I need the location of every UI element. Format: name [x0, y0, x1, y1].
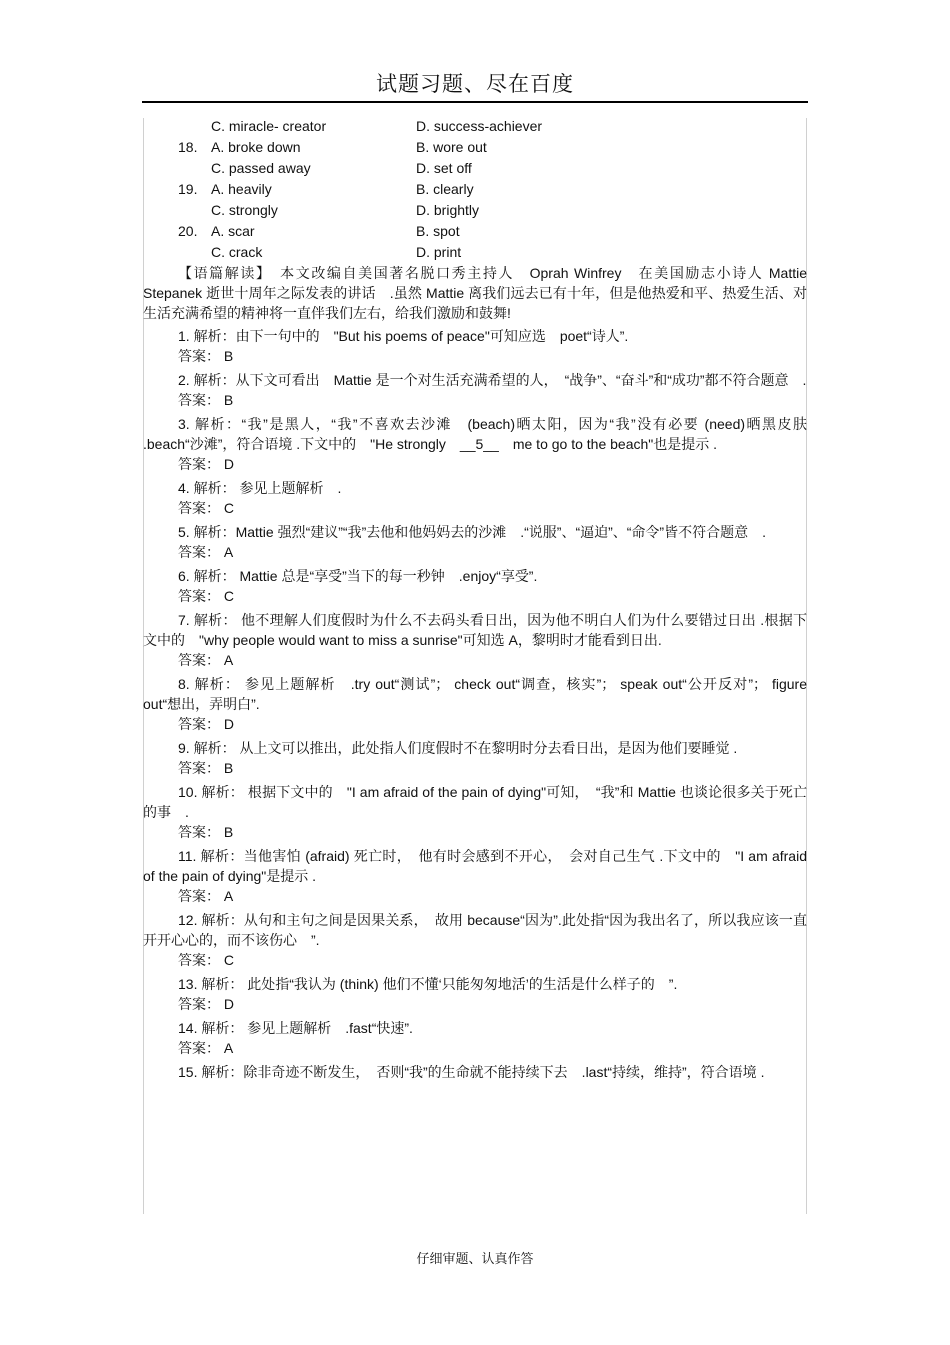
explanation-item: 2. 解析：从下文可看出 Mattie 是一个对生活充满希望的人， “战争”、“奋斗”和“成功”都不符合题意 . — [178, 372, 807, 388]
option-a: C. strongly — [211, 202, 278, 218]
option-b: D. success-achiever — [416, 118, 543, 134]
option-b: D. print — [416, 244, 462, 260]
passage-intro: 【语篇解读】 本文改编自美国著名脱口秀主持人 Oprah Winfrey 在美国励志小诗人 Mattie Stepanek 逝世十周年之际发表的讲话 .虽然 Mattie 离我们远去已有十年，但是他热爱和平、热爱生活、对生活充满希望的精神将一直伴我们左右，给我们激励和鼓舞! — [143, 265, 807, 321]
option-b: B. spot — [416, 223, 460, 239]
answer-line: 答案： B — [178, 824, 234, 840]
explanation-item: 10. 解析： 根据下文中的 "I am afraid of the pain of dying"可知， “我”和 Mattie 也谈论很多关于死亡的事 . — [143, 784, 807, 820]
explanation-item: 4. 解析： 参见上题解析 . — [178, 480, 342, 496]
page-footer: 仔细审题、认真作答 — [416, 1251, 534, 1266]
answer-line: 答案： A — [178, 544, 234, 560]
explanation-item: 15. 解析：除非奇迹不断发生， 否则“我”的生命就不能持续下去 .last“持续，维持”，符合语境 . — [178, 1064, 765, 1080]
option-row — [143, 179, 807, 200]
answer-line: 答案： D — [178, 456, 234, 472]
question-number: 20. — [178, 223, 198, 239]
explanation-item: 13. 解析： 此处指“我认为 (think) 他们不懂‘只能匆匆地活’的生活是什么样子的 ”. — [178, 976, 678, 992]
explanation-item: 9. 解析： 从上文可以推出，此处指人们度假时不在黎明时分去看日出，是因为他们要睡觉 . — [178, 740, 738, 756]
option-b: D. brightly — [416, 202, 480, 218]
answer-explanations — [143, 326, 807, 1082]
answer-line: 答案： C — [178, 500, 234, 516]
answer-line: 答案： B — [178, 760, 234, 776]
answer-line: 答案： B — [178, 392, 234, 408]
explanation-item: 1. 解析：由下一句中的 "But his poems of peace"可知应选 poet“诗人”. — [178, 328, 629, 344]
explanation-item: 3. 解析：“我”是黑人，“我”不喜欢去沙滩 (beach)晒太阳，因为“我”没有必要 (need)晒黑皮肤 .beach“沙滩”，符合语境 .下文中的 "He strongly __5__ me to go to the beach"也是提示 . — [143, 416, 807, 452]
option-b: B. wore out — [416, 139, 487, 155]
explanation-item: 14. 解析： 参见上题解析 .fast“快速”. — [178, 1020, 413, 1036]
answer-line: 答案： C — [178, 588, 234, 604]
answer-line: 答案： C — [178, 952, 234, 968]
explanation-item: 11. 解析：当他害怕 (afraid) 死亡时， 他有时会感到不开心， 会对自己生气 .下文中的 "I am afraid of the pain of dying"是提示 . — [143, 848, 807, 884]
answer-line: 答案： B — [178, 348, 234, 364]
explanation-item: 5. 解析：Mattie 强烈“建议”“我”去他和他妈妈去的沙滩 .“说服”、“逼迫”、“命令”皆不符合题意 . — [178, 524, 766, 540]
option-b: D. set off — [416, 160, 472, 176]
header-divider — [142, 101, 808, 103]
option-a: C. passed away — [211, 160, 311, 176]
option-row — [143, 200, 807, 221]
explanation-item: 8. 解析： 参见上题解析 .try out“测试”； check out“调查，核实”； speak out“公开反对”； figure out“想出，弄明白”. — [143, 676, 807, 712]
answer-line: 答案： A — [178, 1040, 234, 1056]
explanation-item: 6. 解析： Mattie 总是“享受”当下的每一秒钟 .enjoy“享受”. — [178, 568, 538, 584]
option-row — [143, 158, 807, 179]
option-list — [143, 116, 807, 263]
option-a: C. miracle- creator — [211, 118, 327, 134]
option-b: B. clearly — [416, 181, 474, 197]
option-a: A. scar — [211, 223, 255, 239]
option-row — [143, 116, 807, 137]
option-row — [143, 221, 807, 242]
page-header-title: 试题习题、尽在百度 — [376, 73, 574, 96]
answer-line: 答案： D — [178, 716, 234, 732]
document-body — [143, 116, 807, 1082]
question-number: 19. — [178, 181, 198, 197]
answer-line: 答案： A — [178, 652, 234, 668]
option-row — [143, 137, 807, 158]
answer-line: 答案： D — [178, 996, 234, 1012]
option-a: A. heavily — [211, 181, 272, 197]
option-a: A. broke down — [211, 139, 301, 155]
option-a: C. crack — [211, 244, 263, 260]
explanation-item: 7. 解析： 他不理解人们度假时为什么不去码头看日出，因为他不明白人们为什么要错过日出 .根据下文中的 "why people would want to miss a sunrise"可知选 A，黎明时才能看到日出. — [143, 612, 807, 648]
explanation-item: 12. 解析：从句和主句之间是因果关系， 故用 because“因为”.此处指“因为我出名了，所以我应该一直开开心心的，而不该伤心 ”. — [143, 912, 807, 948]
option-row — [143, 242, 807, 263]
question-number: 18. — [178, 139, 198, 155]
answer-line: 答案： A — [178, 888, 234, 904]
